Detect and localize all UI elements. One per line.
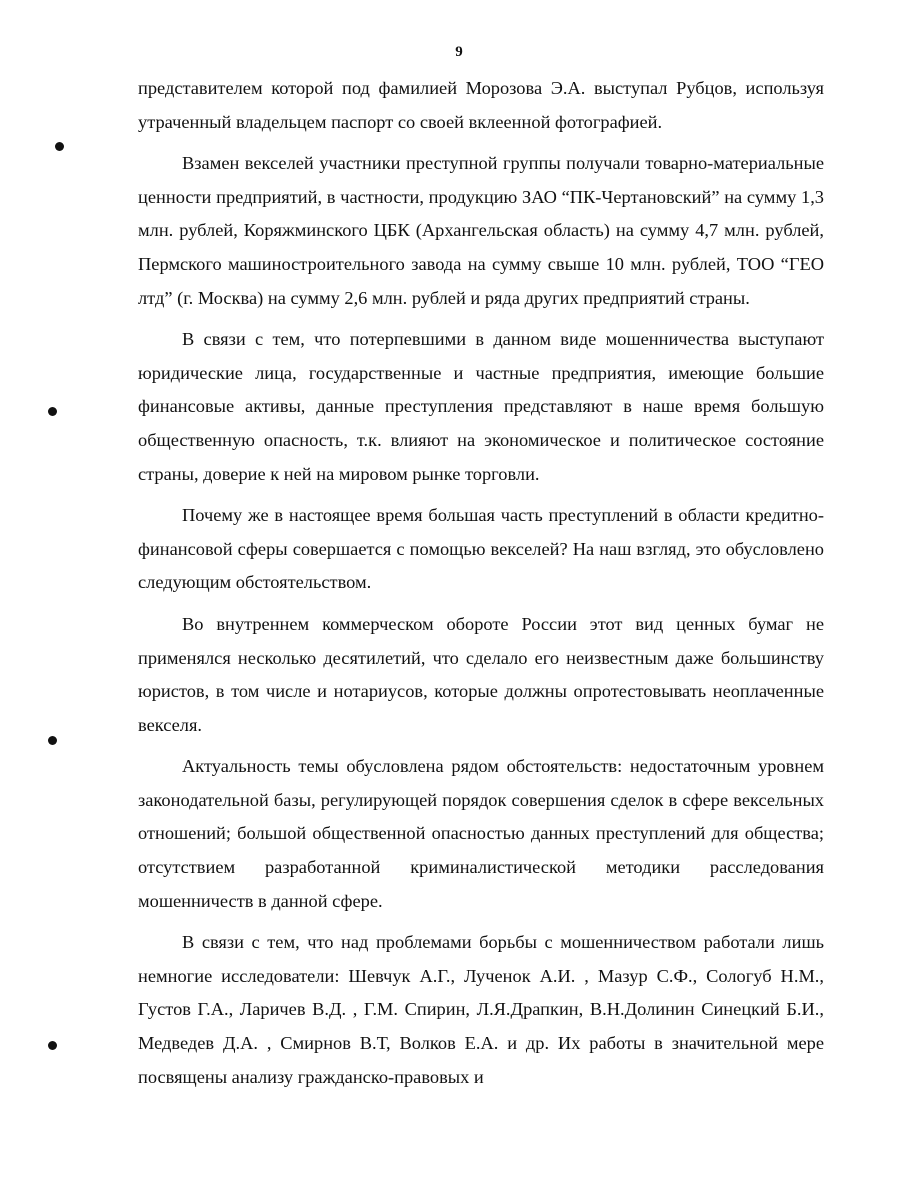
binding-hole-mark [48, 736, 57, 745]
paragraph: Взамен векселей участники преступной группы получали товарно-материальные ценности предприятий, в частности, продукцию ЗАО “ПК-Чертановский” на сумму 1,3 млн. рублей, Коряжминского ЦБК (Архангельская область) на сумму 4,7 млн. рублей, Пермского машиностроительного завода на сумму свыше 10 млн. рублей, ТОО “ГЕО лтд” (г. Москва) на сумму 2,6 млн. рублей и ряда других предприятий страны. [138, 153, 824, 308]
paragraph-continuation: представителем которой под фамилией Морозова Э.А. выступал Рубцов, используя утраченный владельцем паспорт со своей вклеенной фотографией. [138, 78, 824, 132]
paragraph: Во внутреннем коммерческом обороте России этот вид ценных бумаг не применялся несколько десятилетий, что сделало его неизвестным даже большинству юристов, в том числе и нотариусов, которые должны опротестовывать неоплаченные векселя. [138, 613, 824, 735]
page-number: 9 [455, 44, 463, 60]
paragraph: Почему же в настоящее время большая часть преступлений в области кредитно-финансовой сферы совершается с помощью векселей? На наш взгляд, это обусловлено следующим обстоятельством. [138, 505, 824, 593]
binding-hole-mark [48, 407, 57, 416]
paragraph: В связи с тем, что потерпевшими в данном виде мошенничества выступают юридические лица, государственные и частные предприятия, имеющие большие финансовые активы, данные преступления представляют в наше время большую общественную опасность, т.к. влияют на экономическое и политическое состояние страны, доверие к ней на мировом рынке торговли. [138, 329, 824, 484]
paragraph: В связи с тем, что над проблемами борьбы с мошенничеством работали лишь немногие исследователи: Шевчук А.Г., Лученок А.И. , Мазур С.Ф., Сологуб Н.М., Густов Г.А., Ларичев В.Д. , Г.М. Спирин, Л.Я.Драпкин, В.Н.Долинин Синецкий Б.И., Медведев Д.А. , Смирнов В.Т, Волков Е.А. и др. Их работы в значительной мере посвящены анализу гражданско-правовых и [138, 932, 824, 1087]
paragraph: Актуальность темы обусловлена рядом обстоятельств: недостаточным уровнем законодательной базы, регулирующей порядок совершения сделок в сфере вексельных отношений; большой общественной опасностью данных преступлений для общества; отсутствием разработанной криминалистической методики расследования мошенничеств в данной сфере. [138, 756, 824, 911]
binding-hole-mark [55, 142, 64, 151]
document-body [138, 72, 824, 1102]
binding-hole-mark [48, 1041, 57, 1050]
